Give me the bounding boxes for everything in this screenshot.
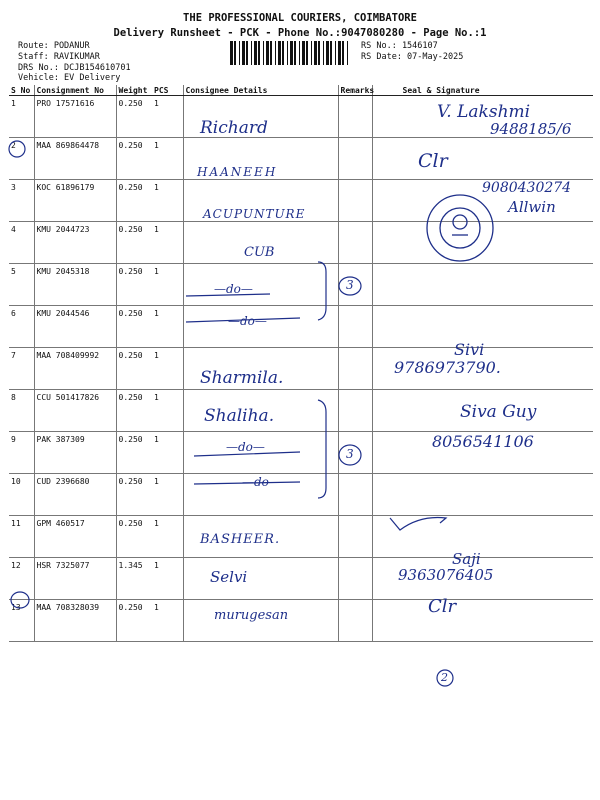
row-weight: 0.250 [116,474,152,516]
bracket-mark [318,262,326,320]
row-sno: 13 [9,600,34,642]
row-sno: 3 [9,180,34,222]
signature-scribble [390,518,446,531]
row-consignment: GPM 460517 [34,516,116,558]
row-sno: 10 [9,474,34,516]
column-header: Consignee Details [183,85,338,96]
handwritten-name: murugesan [214,608,289,623]
bracket-count: 3 [346,447,354,461]
handwritten-signature: Siva Guy [460,402,537,422]
row-sno: 12 [9,558,34,600]
row-sno: 2 [9,138,34,180]
bracket-mark [318,400,326,498]
handwritten-ditto: —do— [226,440,265,454]
row-pcs: 1 [152,390,183,432]
column-header: Consignment No [34,85,116,96]
row-sno: 5 [9,264,34,306]
handwritten-signature: V. Lakshmi [437,102,531,122]
handwritten-phone: 9786973790. [394,358,501,377]
handwritten-signature: Clr [418,150,448,172]
column-header: Seal & Signature [372,85,593,96]
row-consignment: KMU 2044546 [34,306,116,348]
column-header: PCS [152,85,183,96]
handwritten-ditto: —do— [242,475,281,489]
handwritten-name: Richard [200,118,268,138]
handwritten-phone: 8056541106 [432,432,534,451]
row-weight: 0.250 [116,348,152,390]
rs-number: RS No.: 1546107 [361,41,438,51]
route-label: Route: PODANUR [18,41,90,51]
row-weight: 0.250 [116,138,152,180]
row-weight: 0.250 [116,432,152,474]
row-consignment: KMU 2044723 [34,222,116,264]
row-pcs: 1 [152,516,183,558]
row-consignment: CUD 2396680 [34,474,116,516]
handwritten-signature: Clr [428,596,457,617]
circle-mark [9,141,25,157]
row-consignment: MAA 708409992 [34,348,116,390]
handwritten-name: Sharmila. [200,368,284,388]
handwritten-name: CUB [244,245,275,260]
row-consignment: KOC 61896179 [34,180,116,222]
row-sno: 4 [9,222,34,264]
circle-mark [11,592,29,608]
page-title: THE PROFESSIONAL COURIERS, COIMBATORE [183,12,417,24]
staff-label: Staff: RAVIKUMAR [18,52,100,62]
handwritten-phone: 9488185/6 [490,120,572,138]
row-weight: 0.250 [116,306,152,348]
handwritten-signature: Allwin [508,198,556,216]
row-weight: 0.250 [116,390,152,432]
row-sno: 9 [9,432,34,474]
row-weight: 0.250 [116,180,152,222]
row-consignment: PRO 17571616 [34,96,116,138]
row-consignment: MAA 869864478 [34,138,116,180]
handwritten-name: HAANEEH [197,165,278,179]
handwritten-name: Shaliha. [204,406,275,426]
column-header: Remarks [338,85,372,96]
column-header: Weight [116,85,152,96]
handwritten-phone: 9363076405 [398,566,494,584]
vehicle-label: Vehicle: EV Delivery [18,73,121,83]
handwritten-ditto: —do— [214,282,253,296]
row-consignment: PAK 387309 [34,432,116,474]
row-sno: 7 [9,348,34,390]
row-pcs: 1 [152,180,183,222]
row-weight: 0.250 [116,222,152,264]
row-consignment: MAA 708328039 [34,600,116,642]
bank-stamp [427,195,493,261]
column-header: S No [9,85,34,96]
page-mark: 2 [441,671,448,684]
handwritten-signature: Sivi [454,340,485,359]
row-consignment: KMU 2045318 [34,264,116,306]
handwritten-name: BASHEER. [200,532,281,547]
row-pcs: 1 [152,474,183,516]
row-sno: 6 [9,306,34,348]
row-sno: 1 [9,96,34,138]
row-pcs: 1 [152,558,183,600]
page-subtitle: Delivery Runsheet - PCK - Phone No.:9047080280 - Page No.:1 [113,27,487,39]
row-pcs: 1 [152,138,183,180]
row-consignment: HSR 7325077 [34,558,116,600]
rs-date: RS Date: 07-May-2025 [361,52,464,62]
row-pcs: 1 [152,222,183,264]
row-pcs: 1 [152,96,183,138]
row-weight: 1.345 [116,558,152,600]
row-consignment: CCU 501417826 [34,390,116,432]
row-weight: 0.250 [116,600,152,642]
row-pcs: 1 [152,600,183,642]
row-sno: 11 [9,516,34,558]
handwritten-name: Selvi [210,568,248,586]
drs-label: DRS No.: DCJB154610701 [18,63,131,73]
row-pcs: 1 [152,432,183,474]
row-sno: 8 [9,390,34,432]
row-weight: 0.250 [116,516,152,558]
row-pcs: 1 [152,306,183,348]
row-pcs: 1 [152,348,183,390]
handwritten-signature: Saji [452,550,481,568]
row-weight: 0.250 [116,96,152,138]
bracket-count: 3 [346,278,354,292]
row-pcs: 1 [152,264,183,306]
handwritten-ditto: —do— [228,314,267,328]
row-weight: 0.250 [116,264,152,306]
handwritten-phone: 9080430274 [482,180,572,196]
handwritten-name: ACUPUNTURE [203,207,306,221]
